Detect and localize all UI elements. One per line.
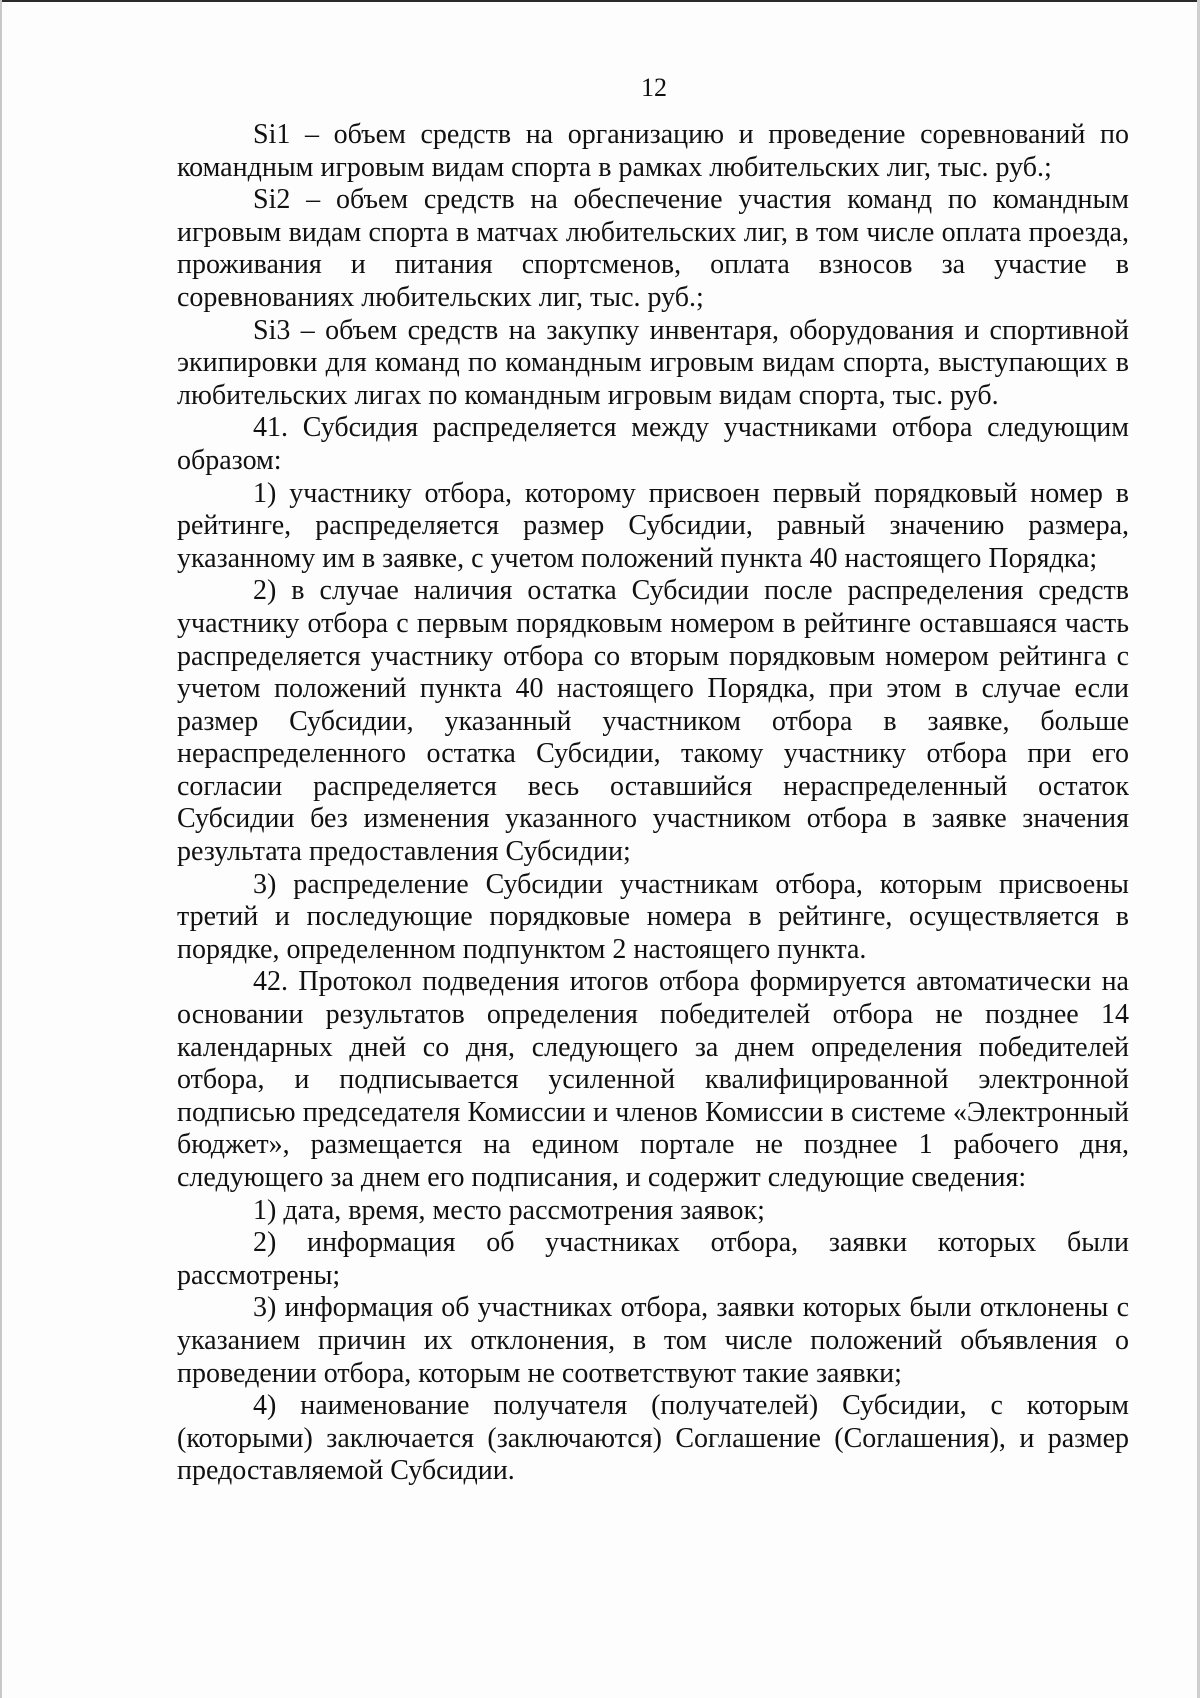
page-number: 12	[641, 73, 667, 102]
paragraph-42-item-3: 3) информация об участниках отбора, заявки которых были отклонены с указанием причин их отклонения, в том числе положений объявления о проведении отбора, которым не соответствуют такие заявки;	[177, 1292, 1129, 1389]
paragraph-41-item-2: 2) в случае наличия остатка Субсидии после распределения средств участнику отбора с первым порядковым номером в рейтинге оставшаяся часть распределяется участнику отбора со вторым порядковым номером рейтинга с учетом положений пункта 40 настоящего Порядка, при этом в случае если размер Субсидии, указанный участником отбора в заявке, больше нераспределенного остатка Субсидии, такому участнику отбора при его согласии распределяется весь оставшийся нераспределенный остаток Субсидии без изменения указанного участником отбора в заявке значения результата предоставления Субсидии;	[177, 575, 1129, 868]
paragraph-42-item-4: 4) наименование получателя (получателей) Субсидии, с которым (которыми) заключается (заключаются) Соглашение (Соглашения), и размер предоставляемой Субсидии.	[177, 1390, 1129, 1487]
scan-top-edge	[0, 0, 1200, 2]
paragraph-41-item-1: 1) участнику отбора, которому присвоен первый порядковый номер в рейтинге, распределяется размер Субсидии, равный значению размера, указанному им в заявке, с учетом положений пункта 40 настоящего Порядка;	[177, 477, 1129, 574]
paragraph-si2: Si2 – объем средств на обеспечение участия команд по командным игровым видам спорта в матчах любительских лиг, в том числе оплата проезда, проживания и питания спортсменов, оплата взносов за участие в соревнованиях любительских лиг, тыс. руб.;	[177, 184, 1129, 313]
paragraph-si1: Si1 – объем средств на организацию и проведение соревнований по командным игровым видам спорта в рамках любительских лиг, тыс. руб.;	[177, 119, 1129, 183]
paragraph-42: 42. Протокол подведения итогов отбора формируется автоматически на основании результатов определения победителей отбора не позднее 14 календарных дней со дня, следующего за днем определения победителей отбора, и подписывается усиленной квалифицированной электронной подписью председателя Комиссии и членов Комиссии в системе «Электронный бюджет», размещается на едином портале не позднее 1 рабочего дня, следующего за днем его подписания, и содержит следующие сведения:	[177, 966, 1129, 1193]
paragraph-41-item-3: 3) распределение Субсидии участникам отбора, которым присвоены третий и последующие порядковые номера в рейтинге, осуществляется в порядке, определенном подпунктом 2 настоящего пункта.	[177, 868, 1129, 965]
scan-left-edge	[0, 0, 2, 1698]
paragraph-42-item-1: 1) дата, время, место рассмотрения заявок;	[253, 1194, 765, 1226]
document-body	[177, 119, 1129, 1488]
paragraph-41: 41. Субсидия распределяется между участниками отбора следующим образом:	[177, 412, 1129, 476]
paragraph-si3: Si3 – объем средств на закупку инвентаря, оборудования и спортивной экипировки для команд по командным игровым видам спорта, выступающих в любительских лигах по командным игровым видам спорта, тыс. руб.	[177, 314, 1129, 411]
paragraph-42-item-2: 2) информация об участниках отбора, заявки которых были рассмотрены;	[177, 1227, 1129, 1291]
